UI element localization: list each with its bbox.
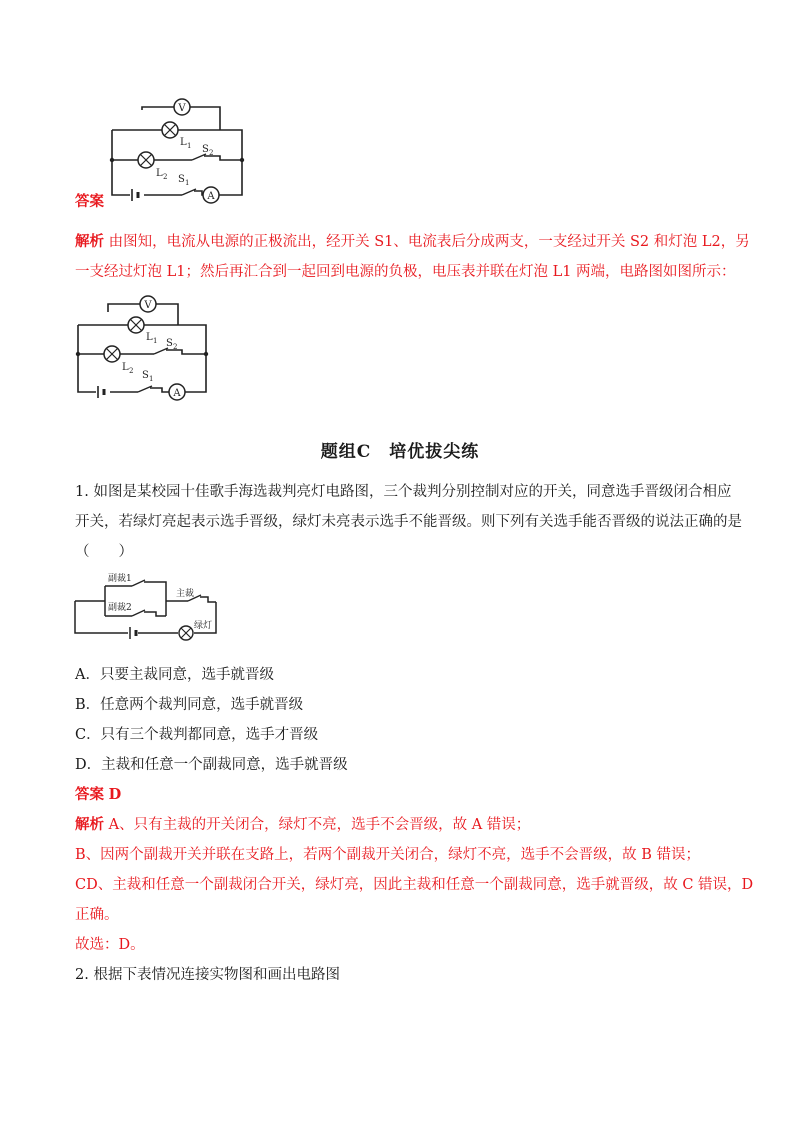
question1-blank: （ ）	[75, 544, 133, 560]
svg-text:2: 2	[129, 367, 134, 375]
svg-text:A: A	[173, 388, 181, 399]
main-judge-label: 主裁	[176, 589, 195, 599]
analysis-line-1: 解析 由图知，电流从电源的正极流出，经开关 S1、电流表后分成两支，一支经过开关 S2 和灯泡 L2，另	[75, 233, 750, 250]
circuit-diagram-top	[100, 90, 260, 210]
svg-text:1: 1	[185, 179, 190, 187]
svg-text:S: S	[142, 370, 149, 381]
question1-line-2: 开关，若绿灯亮起表示选手晋级，绿灯未亮表示选手不能晋级。则下列有关选手能否晋级的说法正确的是	[75, 514, 742, 530]
svg-text:L: L	[146, 332, 153, 343]
question1-answer: 答案 D	[75, 786, 122, 803]
question1-analysis-1: 解析 A、只有主裁的开关闭合，绿灯不亮，选手不会晋级，故 A 错误；	[75, 816, 531, 833]
svg-text:V: V	[144, 300, 152, 311]
svg-text:2: 2	[209, 149, 214, 157]
section-title: 题组C 培优拔尖练	[320, 442, 480, 462]
sub-judge1-label: 副裁1	[108, 574, 132, 584]
circuit-diagram-judges	[70, 570, 245, 642]
question1-line-1: 1. 如图是某校园十佳歌手海选裁判亮灯电路图，三个裁判分别控制对应的开关，同意选手晋级闭合相应	[75, 484, 732, 500]
question1-analysis-2: B、因两个副裁开关并联在支路上，若两个副裁开关闭合，绿灯不亮，选手不会晋级，故 B 错误；	[75, 847, 701, 863]
question1-analysis-3: CD、主裁和任意一个副裁闭合开关，绿灯亮，因此主裁和任意一个副裁同意，选手就晋级，故 C 错误，D	[75, 877, 754, 893]
ammeter-label: A	[207, 191, 215, 202]
lamp2-label: L	[156, 168, 163, 179]
svg-text:2: 2	[163, 173, 168, 181]
option-a: A．只要主裁同意，选手就晋级	[75, 667, 274, 683]
analysis-label: 解析	[75, 233, 104, 250]
green-lamp-label: 绿灯	[194, 621, 213, 631]
answer-label: 答案	[75, 193, 104, 210]
question1-analysis-4: 正确。	[75, 907, 119, 923]
svg-text:1: 1	[149, 375, 154, 383]
lamp1-label: L	[180, 137, 187, 148]
switch1-label: S	[178, 174, 185, 185]
switch2-label: S	[202, 144, 209, 155]
voltmeter-label: V	[178, 103, 186, 114]
analysis-line-2: 一支经过灯泡 L1；然后再汇合到一起回到电源的负极，电压表并联在灯泡 L1 两端，电路图如图所示：	[75, 264, 736, 280]
svg-text:1: 1	[153, 337, 158, 345]
option-d: D．主裁和任意一个副裁同意，选手就晋级	[75, 757, 348, 773]
question2-line-1: 2. 根据下表情况连接实物图和画出电路图	[75, 967, 340, 983]
svg-text:1: 1	[187, 142, 192, 150]
svg-text:L: L	[122, 362, 129, 373]
question1-analysis-5: 故选：D。	[75, 937, 145, 953]
circuit-diagram-answer	[66, 290, 226, 405]
svg-text:2: 2	[173, 343, 178, 351]
svg-text:S: S	[166, 338, 173, 349]
sub-judge2-label: 副裁2	[108, 603, 132, 613]
answer-value: D	[108, 786, 122, 803]
option-c: C．只有三个裁判都同意，选手才晋级	[75, 727, 319, 743]
option-b: B．任意两个裁判同意，选手就晋级	[75, 697, 304, 713]
